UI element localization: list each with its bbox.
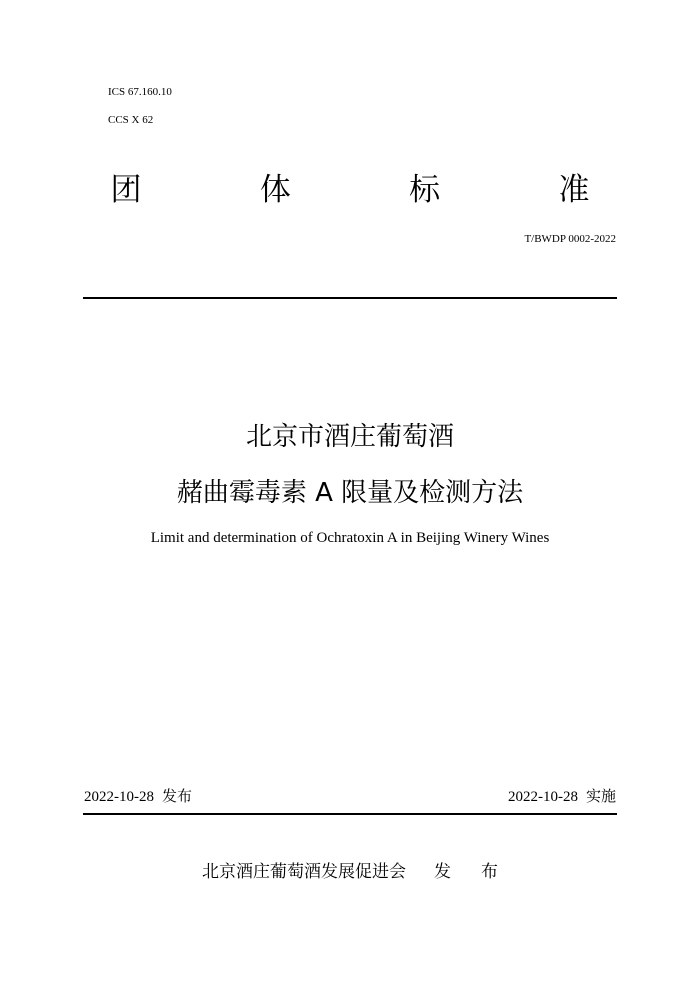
issue-date-value: 2022-10-28: [84, 789, 154, 805]
top-divider: [83, 297, 617, 299]
title-chinese-line1: 北京市酒庄葡萄酒: [245, 422, 454, 452]
implementation-date-value: 2022-10-28: [507, 789, 578, 805]
ics-code: ICS 67.160.10: [108, 86, 172, 98]
implementation-date: [508, 786, 616, 807]
standard-number: T/BWDP 0002-2022: [524, 233, 616, 245]
publish-char-2: 布: [481, 862, 498, 882]
issue-date: [84, 786, 192, 807]
standard-type-char: 标: [409, 172, 441, 208]
title-english: Limit and determination of Ochratoxin A in Beijing Winery Wines: [150, 530, 550, 546]
publisher-line: [0, 860, 700, 884]
issue-date-label: 发布: [162, 787, 193, 805]
publish-char-1: 发: [434, 862, 451, 882]
bottom-divider: [83, 813, 617, 815]
standard-type-char: 体: [259, 172, 291, 208]
standard-type-heading: [108, 170, 592, 210]
publisher-name: 北京酒庄葡萄酒发展促进会: [202, 862, 406, 882]
title-chinese-line2: 赭曲霉毒素 A 限量及检测方法: [176, 478, 524, 508]
ccs-code: CCS X 62: [108, 114, 154, 126]
standard-type-char: 团: [110, 172, 142, 208]
standard-type-char: 准: [558, 172, 590, 208]
implementation-date-label: 实施: [585, 787, 616, 805]
